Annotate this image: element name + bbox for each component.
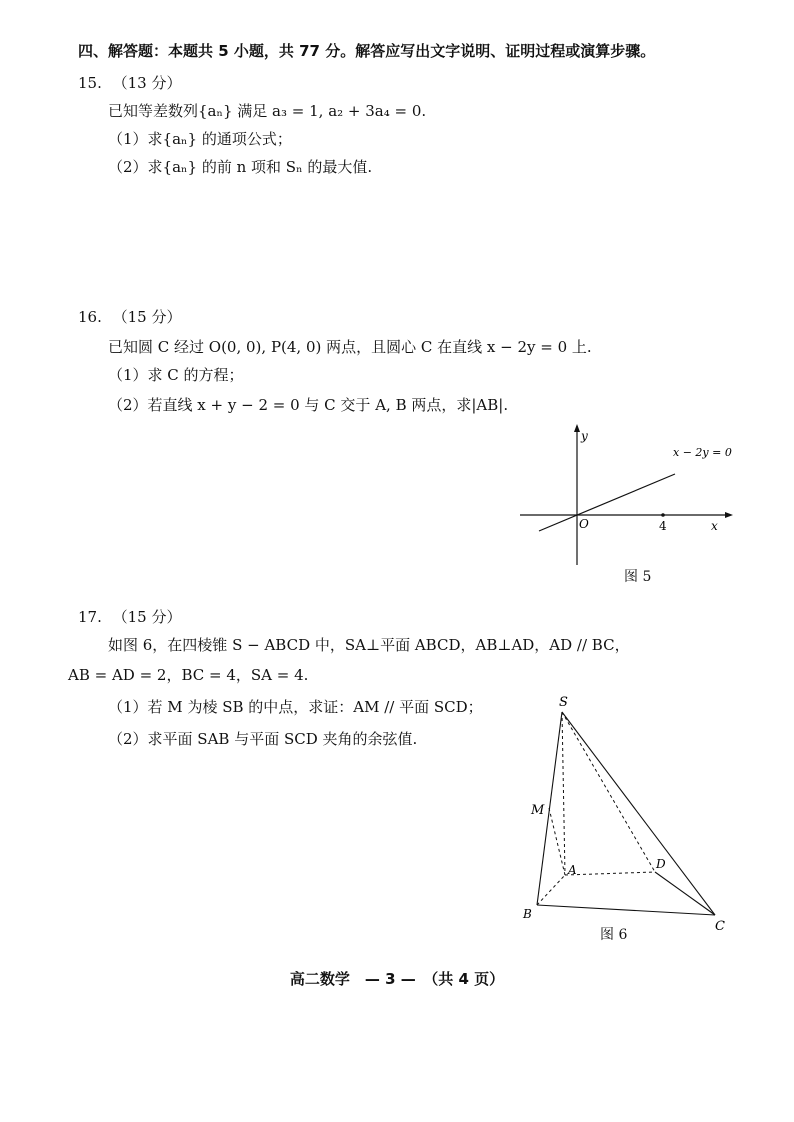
q15-part1: （1）求{aₙ} 的通项公式； xyxy=(108,130,292,148)
q15-header xyxy=(78,72,182,94)
q17-score: （15 分） xyxy=(112,608,182,626)
edge-DC xyxy=(655,872,715,915)
edge-AM xyxy=(549,808,565,875)
tick-4-point xyxy=(661,513,665,517)
point-M-label: M xyxy=(531,803,545,818)
vertex-S-label: S xyxy=(559,695,568,710)
line-label: x − 2y = 0 xyxy=(673,446,732,459)
vertex-B-label: B xyxy=(523,907,532,921)
edge-BC xyxy=(537,905,715,915)
edge-SC xyxy=(562,712,715,915)
edge-SA xyxy=(562,712,565,875)
q16-score: （15 分） xyxy=(112,308,182,326)
vertex-D-label: D xyxy=(656,857,666,871)
q16-stem: 已知圆 C 经过 O(0, 0), P(4, 0) 两点，且圆心 C 在直线 x − 2y = 0 上. xyxy=(108,338,592,356)
q17-part2: （2）求平面 SAB 与平面 SCD 夹角的余弦值. xyxy=(108,730,418,748)
q17-part1: （1）若 M 为棱 SB 的中点，求证：AM // 平面 SCD； xyxy=(108,698,483,716)
line-x-2y xyxy=(539,474,675,531)
q15-stem: 已知等差数列{aₙ} 满足 a₃ = 1, a₂ + 3a₄ = 0. xyxy=(108,102,427,120)
page-footer: 高二数学 — 3 — （共 4 页） xyxy=(289,970,505,988)
q16-header xyxy=(78,306,182,328)
figure-6 xyxy=(515,690,745,940)
y-axis-arrow-icon xyxy=(574,424,580,432)
vertex-C-label: C xyxy=(715,919,725,934)
axis-x-label: x xyxy=(711,519,718,533)
section-heading: 四、解答题：本题共 5 小题，共 77 分。解答应写出文字说明、证明过程或演算步骤。 xyxy=(78,42,656,60)
x-axis-arrow-icon xyxy=(725,512,733,518)
q17-stem-line1: 如图 6，在四棱锥 S − ABCD 中，SA⊥平面 ABCD，AB⊥AD，AD // BC， xyxy=(108,636,630,654)
edge-AD xyxy=(565,872,655,875)
q17-header xyxy=(78,606,182,628)
q16-number: 16. xyxy=(78,308,102,326)
figure-5-caption: 图 5 xyxy=(624,569,652,585)
q17-number: 17. xyxy=(78,608,102,626)
q15-part2: （2）求{aₙ} 的前 n 项和 Sₙ 的最大值. xyxy=(108,158,373,176)
q16-part1: （1）求 C 的方程； xyxy=(108,366,244,384)
q15-score: （13 分） xyxy=(112,74,182,92)
origin-label: O xyxy=(579,517,589,531)
q16-part2: （2）若直线 x + y − 2 = 0 与 C 交于 A, B 两点，求|AB|. xyxy=(108,396,509,414)
edge-SD xyxy=(562,712,655,872)
tick-4-label: 4 xyxy=(659,519,667,533)
edge-AB xyxy=(537,875,565,905)
q17-stem-line2: AB = AD = 2，BC = 4，SA = 4. xyxy=(68,666,309,684)
axis-y-label: y xyxy=(581,429,588,443)
q15-number: 15. xyxy=(78,74,102,92)
figure-5 xyxy=(515,420,740,570)
figure-6-caption: 图 6 xyxy=(600,927,628,943)
vertex-A-label: A xyxy=(568,863,577,877)
